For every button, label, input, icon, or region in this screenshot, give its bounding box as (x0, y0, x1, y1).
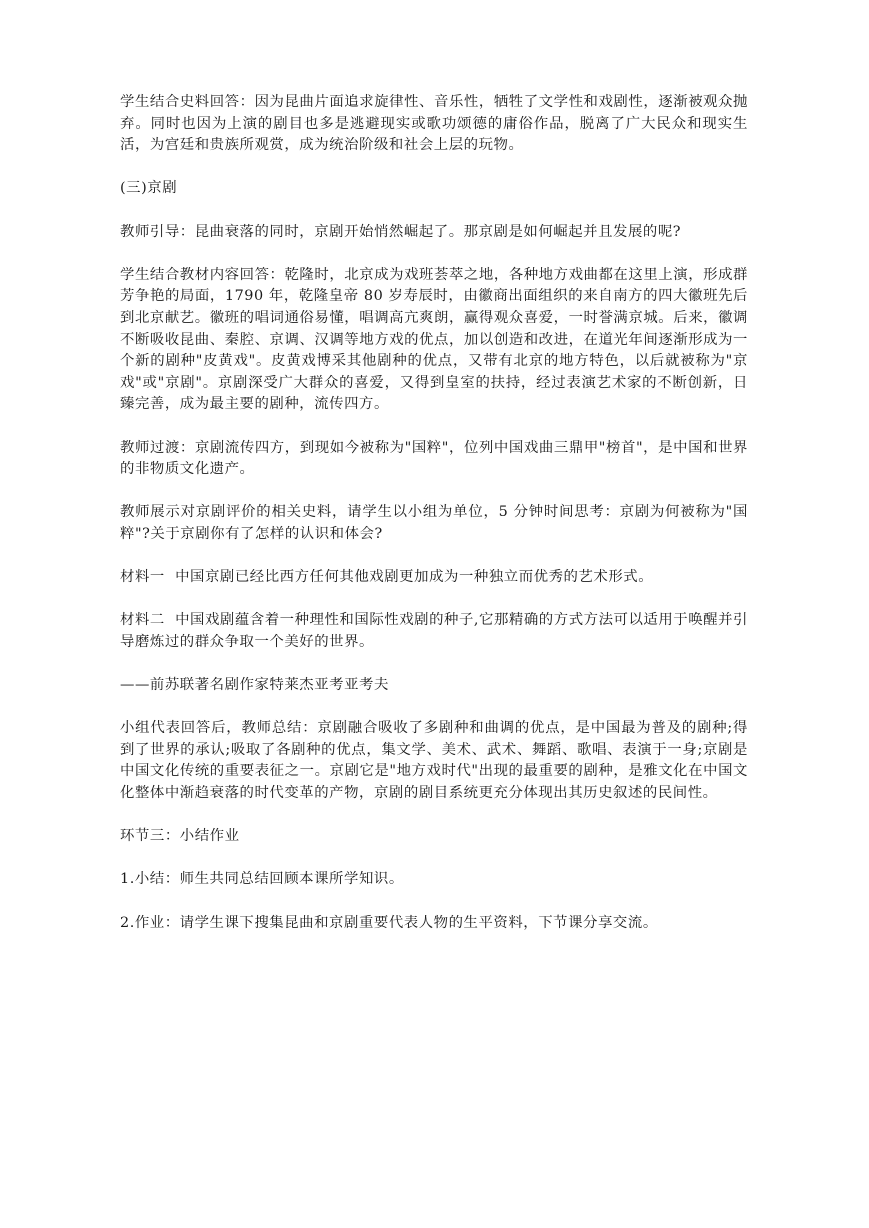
paragraph-teacher-transition: 教师过渡：京剧流传四方，到现如今被称为"国粹"，位列中国戏曲三鼎甲"榜首"，是中国和世界的非物质文化遗产。 (120, 439, 748, 478)
list-item-summary: 1.小结：师生共同总结回顾本课所学知识。 (120, 871, 404, 888)
section-heading-step-three: 环节三：小结作业 (120, 828, 240, 845)
paragraph-teacher-task: 教师展示对京剧评价的相关史料，请学生以小组为单位，5 分钟时间思考：京剧为何被称为"国粹"?关于京剧你有了怎样的认识和体会? (120, 504, 748, 542)
paragraph-teacher-summary: 小组代表回答后，教师总结：京剧融合吸收了多剧种和曲调的优点，是中国最为普及的剧种;得到了世界的承认;吸取了各剧种的优点，集文学、美术、武术、舞蹈、歌唱、表演于一身;京剧是中国文化传统的重要表征之一。京剧它是"地方戏时代"出现的最重要的剧种，是雅文化在中国文化整体中渐趋衰落的时代变革的产物，京剧的剧目系统更充分体现出其历史叙述的民间性。 (120, 720, 748, 801)
paragraph-material-one: 材料一 中国京剧已经比西方任何其他戏剧更加成为一种独立而优秀的艺术形式。 (120, 569, 654, 586)
paragraph-attribution: ——前苏联著名剧作家特莱杰亚考亚考夫 (120, 677, 389, 694)
paragraph-material-two: 材料二 中国戏剧蕴含着一种理性和国际性戏剧的种子,它那精确的方式方法可以适用于唤醒并引导磨炼过的群众争取一个美好的世界。 (120, 612, 748, 650)
section-heading-jingju: (三)京剧 (120, 180, 178, 197)
paragraph-teacher-guide: 教师引导：昆曲衰落的同时，京剧开始悄然崛起了。那京剧是如何崛起并且发展的呢? (120, 223, 682, 240)
paragraph-student-answer-jingju: 学生结合教材内容回答：乾隆时，北京成为戏班荟萃之地，各种地方戏曲都在这里上演，形成群芳争艳的局面，1790 年，乾隆皇帝 80 岁寿辰时，由徽商出面组织的来自南方的四大徽班先后到北京献艺。徽班的唱词通俗易懂，唱调高亢爽朗，赢得观众喜爱，一时誉满京城。后来，徽调不断吸收昆曲、秦腔、京调、汉调等地方戏的优点，加以创造和改进，在道光年间逐渐形成为一个新的剧种"皮黄戏"。皮黄戏博采其他剧种的优点，又带有北京的地方特色，以后就被称为"京戏"或"京剧"。京剧深受广大群众的喜爱，又得到皇室的扶持，经过表演艺术家的不断创新，日臻完善，成为最主要的剧种，流传四方。 (120, 266, 748, 413)
document-page (120, 92, 748, 956)
list-item-homework: 2.作业：请学生课下搜集昆曲和京剧重要代表人物的生平资料，下节课分享交流。 (120, 914, 658, 931)
paragraph-student-answer-kunqu: 学生结合史料回答：因为昆曲片面追求旋律性、音乐性，牺牲了文学性和戏剧性，逐渐被观众抛弃。同时也因为上演的剧目也多是逃避现实或歌功颂德的庸俗作品，脱离了广大民众和现实生活，为宫廷和贵族所观赏，成为统治阶级和社会上层的玩物。 (120, 94, 748, 154)
